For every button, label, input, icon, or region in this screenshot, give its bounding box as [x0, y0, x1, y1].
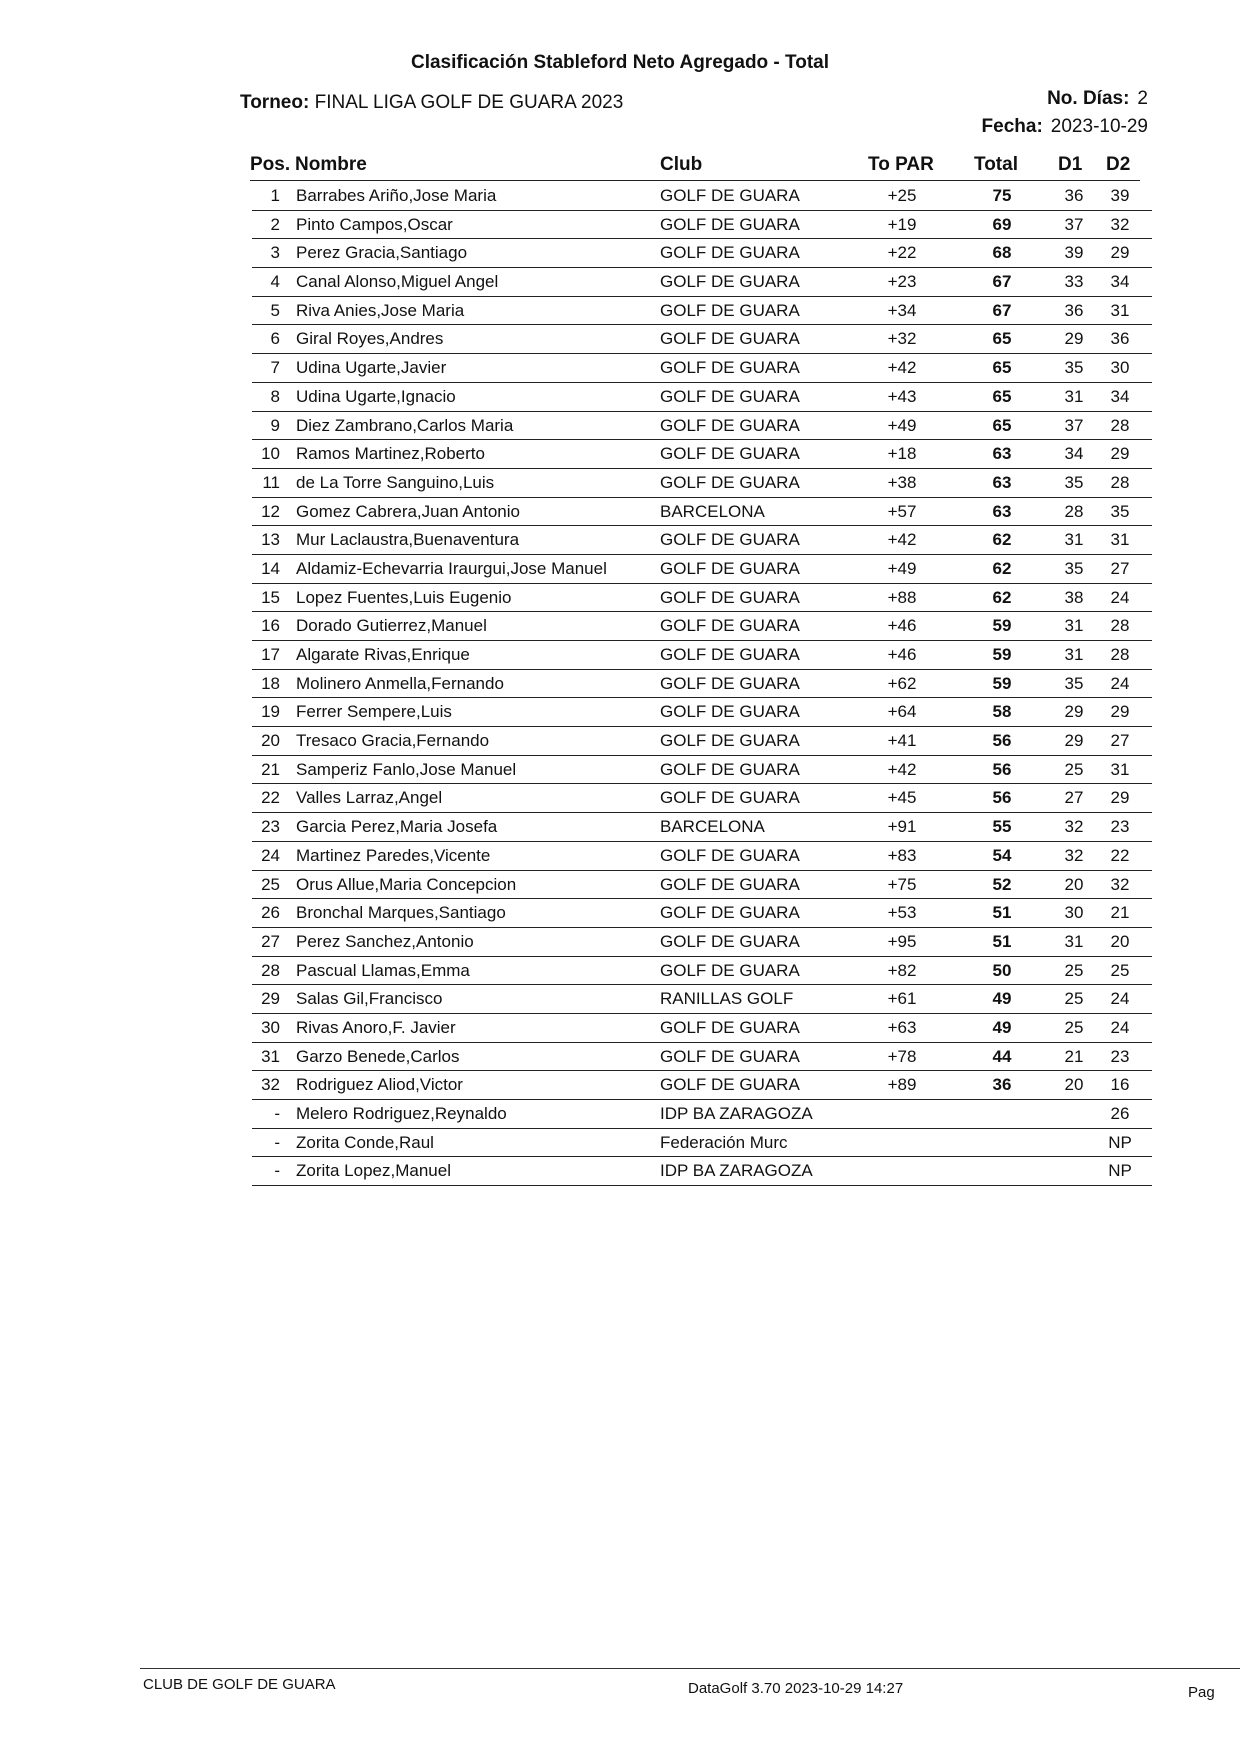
- results-table-body: [252, 182, 1152, 1186]
- cell-name: Barrabes Ariño,Jose Maria: [296, 186, 497, 205]
- cell-d1: 31: [1064, 530, 1084, 550]
- cell-d2: 21: [1110, 903, 1130, 923]
- cell-name: Canal Alonso,Miguel Angel: [296, 272, 499, 292]
- cell-total: 62: [992, 558, 1012, 578]
- cell-club: GOLF DE GUARA: [660, 731, 800, 751]
- cell-d1: 31: [1064, 616, 1084, 636]
- cell-total: 58: [992, 702, 1012, 722]
- cell-d2: 29: [1110, 444, 1130, 464]
- cell-total: 63: [992, 444, 1012, 464]
- cell-total: 59: [992, 616, 1012, 636]
- cell-name: de La Torre Sanguino,Luis: [296, 472, 495, 492]
- cell-total: 56: [992, 759, 1012, 779]
- table-row: [252, 498, 1152, 527]
- cell-total: 62: [992, 587, 1012, 607]
- cell-d1: 25: [1064, 1017, 1084, 1037]
- cell-name: Zorita Lopez,Manuel: [296, 1161, 451, 1181]
- cell-name: Salas Gil,Francisco: [296, 989, 443, 1009]
- cell-club: GOLF DE GUARA: [660, 214, 800, 234]
- cell-club: GOLF DE GUARA: [660, 645, 800, 664]
- table-row: [252, 612, 1152, 641]
- cell-club: GOLF DE GUARA: [660, 587, 800, 607]
- cell-pos: 16: [261, 616, 280, 636]
- cell-pos: 26: [261, 903, 280, 923]
- cell-d1: 20: [1064, 874, 1084, 894]
- cell-total: 59: [992, 673, 1012, 693]
- cell-total: 63: [992, 472, 1012, 492]
- cell-pos: 10: [261, 444, 280, 464]
- cell-to-par: +23: [887, 272, 917, 292]
- col-header-to-par: To PAR: [868, 154, 934, 175]
- cell-total: 49: [992, 1017, 1012, 1037]
- cell-name: Dorado Gutierrez,Manuel: [296, 616, 487, 636]
- cell-d2: 39: [1110, 186, 1130, 205]
- cell-d1: 32: [1064, 845, 1084, 865]
- cell-name: Martinez Paredes,Vicente: [296, 845, 491, 865]
- cell-name: Melero Rodriguez,Reynaldo: [296, 1104, 507, 1123]
- cell-to-par: +22: [887, 243, 917, 263]
- table-row: [252, 526, 1152, 555]
- cell-pos: 21: [261, 759, 280, 779]
- cell-to-par: +89: [887, 1075, 917, 1095]
- cell-club: RANILLAS GOLF: [660, 989, 794, 1009]
- cell-d2: 24: [1110, 587, 1130, 607]
- cell-pos: 22: [261, 788, 280, 808]
- cell-to-par: +25: [887, 186, 917, 205]
- footer-software: DataGolf 3.70 2023-10-29 14:27: [688, 1680, 904, 1697]
- cell-d2: NP: [1108, 1161, 1132, 1181]
- cell-to-par: +75: [887, 874, 917, 894]
- cell-d2: 25: [1110, 960, 1130, 980]
- cell-to-par: +43: [887, 386, 917, 406]
- footer-page: Pag: [1188, 1684, 1215, 1701]
- table-row: [252, 899, 1152, 928]
- cell-d2: 29: [1110, 243, 1130, 263]
- table-row: [252, 784, 1152, 813]
- cell-pos: 14: [261, 558, 280, 578]
- cell-d1: 25: [1064, 759, 1084, 779]
- table-row: [252, 1129, 1152, 1158]
- table-row: [252, 555, 1152, 584]
- cell-pos: 27: [261, 931, 280, 951]
- cell-d1: 33: [1064, 272, 1084, 292]
- cell-club: GOLF DE GUARA: [660, 358, 800, 378]
- cell-name: Orus Allue,Maria Concepcion: [296, 874, 517, 894]
- cell-to-par: +46: [887, 616, 917, 636]
- cell-to-par: +41: [887, 731, 917, 751]
- cell-d2: 27: [1110, 558, 1130, 578]
- cell-pos: 3: [270, 243, 280, 263]
- cell-to-par: +42: [887, 530, 917, 550]
- cell-name: Zorita Conde,Raul: [296, 1132, 434, 1152]
- cell-club: GOLF DE GUARA: [660, 329, 800, 349]
- cell-total: 59: [992, 645, 1012, 664]
- col-header-total: Total: [974, 154, 1018, 175]
- table-row: [252, 1071, 1152, 1100]
- cell-to-par: +83: [887, 845, 917, 865]
- cell-name: Pascual Llamas,Emma: [296, 960, 470, 980]
- table-row: [252, 268, 1152, 297]
- cell-d1: 28: [1064, 501, 1084, 521]
- cell-club: GOLF DE GUARA: [660, 702, 800, 722]
- cell-name: Garcia Perez,Maria Josefa: [296, 817, 498, 837]
- cell-pos: 31: [261, 1046, 280, 1066]
- cell-pos: 17: [261, 645, 280, 664]
- cell-name: Mur Laclaustra,Buenaventura: [296, 530, 520, 550]
- cell-d2: 31: [1110, 300, 1130, 320]
- cell-club: GOLF DE GUARA: [660, 874, 800, 894]
- cell-club: GOLF DE GUARA: [660, 788, 800, 808]
- cell-club: GOLF DE GUARA: [660, 415, 800, 435]
- cell-name: Samperiz Fanlo,Jose Manuel: [296, 759, 517, 779]
- cell-pos: 6: [270, 329, 280, 349]
- cell-club: GOLF DE GUARA: [660, 931, 800, 951]
- cell-name: Lopez Fuentes,Luis Eugenio: [296, 587, 512, 607]
- cell-d2: 29: [1110, 788, 1130, 808]
- cell-pos: 19: [261, 702, 280, 722]
- cell-d2: 34: [1110, 272, 1130, 292]
- cell-d2: 34: [1110, 386, 1130, 406]
- cell-d2: 23: [1110, 1046, 1130, 1066]
- cell-pos: 9: [270, 415, 280, 435]
- table-row: [252, 698, 1152, 727]
- cell-total: 36: [992, 1075, 1012, 1095]
- cell-total: 67: [992, 300, 1012, 320]
- cell-total: 44: [992, 1046, 1012, 1066]
- table-row: [252, 727, 1152, 756]
- col-header-pos: Pos.: [250, 154, 291, 175]
- table-row: [252, 1100, 1152, 1129]
- cell-d2: 23: [1110, 817, 1130, 837]
- days-label: No. Días:: [1047, 88, 1130, 109]
- cell-total: 56: [992, 788, 1012, 808]
- tournament-name: FINAL LIGA GOLF DE GUARA 2023: [314, 92, 624, 113]
- cell-d1: 35: [1064, 558, 1084, 578]
- cell-to-par: +19: [887, 214, 917, 234]
- cell-d2: 32: [1110, 214, 1130, 234]
- cell-d2: 22: [1110, 845, 1130, 865]
- cell-pos: 1: [270, 186, 280, 205]
- cell-club: GOLF DE GUARA: [660, 300, 800, 320]
- tournament-label: Torneo:: [240, 92, 310, 113]
- cell-club: GOLF DE GUARA: [660, 1046, 800, 1066]
- table-row: [252, 211, 1152, 240]
- footer-club: CLUB DE GOLF DE GUARA: [143, 1676, 336, 1693]
- cell-pos: 28: [261, 960, 280, 980]
- cell-club: GOLF DE GUARA: [660, 558, 800, 578]
- cell-d1: 39: [1064, 243, 1084, 263]
- days-value: 2: [1137, 88, 1148, 109]
- col-header-d2: D2: [1106, 154, 1131, 175]
- table-row: [252, 842, 1152, 871]
- days-info: [1047, 88, 1148, 110]
- cell-club: BARCELONA: [660, 501, 765, 521]
- cell-d2: 24: [1110, 989, 1130, 1009]
- cell-d1: 35: [1064, 673, 1084, 693]
- cell-pos: 25: [261, 874, 280, 894]
- cell-d1: 34: [1064, 444, 1084, 464]
- cell-to-par: +88: [887, 587, 917, 607]
- cell-d2: 31: [1110, 759, 1130, 779]
- cell-name: Bronchal Marques,Santiago: [296, 903, 506, 923]
- cell-pos: 7: [270, 358, 280, 378]
- cell-d1: 36: [1064, 186, 1084, 205]
- cell-total: 51: [992, 931, 1012, 951]
- cell-d1: 36: [1064, 300, 1084, 320]
- cell-club: GOLF DE GUARA: [660, 386, 800, 406]
- cell-pos: 29: [261, 989, 280, 1009]
- cell-d1: 25: [1064, 989, 1084, 1009]
- cell-d2: 27: [1110, 731, 1130, 751]
- cell-total: 69: [992, 214, 1012, 234]
- table-row: [252, 1014, 1152, 1043]
- cell-to-par: +42: [887, 358, 917, 378]
- cell-pos: 11: [262, 472, 280, 492]
- cell-d2: 28: [1110, 472, 1130, 492]
- cell-total: 63: [992, 501, 1012, 521]
- cell-to-par: +49: [887, 558, 917, 578]
- footer-divider: [140, 1668, 1240, 1669]
- cell-name: Algarate Rivas,Enrique: [296, 645, 470, 664]
- table-row: [252, 239, 1152, 268]
- date-label: Fecha:: [981, 116, 1043, 137]
- cell-to-par: +78: [887, 1046, 917, 1066]
- cell-club: GOLF DE GUARA: [660, 903, 800, 923]
- table-row: [252, 325, 1152, 354]
- cell-name: Riva Anies,Jose Maria: [296, 300, 465, 320]
- table-row: [252, 182, 1152, 211]
- table-row: [252, 469, 1152, 498]
- cell-to-par: +57: [887, 501, 917, 521]
- cell-d1: 31: [1064, 931, 1084, 951]
- cell-name: Udina Ugarte,Javier: [296, 358, 447, 378]
- cell-name: Perez Sanchez,Antonio: [296, 931, 474, 951]
- table-row: [252, 1157, 1152, 1186]
- cell-name: Pinto Campos,Oscar: [296, 214, 453, 234]
- table-row: [252, 412, 1152, 441]
- cell-total: 49: [992, 989, 1012, 1009]
- table-row: [252, 1043, 1152, 1072]
- cell-club: GOLF DE GUARA: [660, 472, 800, 492]
- cell-d2: 20: [1110, 931, 1130, 951]
- cell-club: GOLF DE GUARA: [660, 530, 800, 550]
- cell-d1: 35: [1064, 358, 1084, 378]
- cell-club: GOLF DE GUARA: [660, 759, 800, 779]
- cell-club: Federación Murc: [660, 1132, 788, 1152]
- cell-total: 50: [992, 960, 1012, 980]
- cell-total: 54: [992, 845, 1012, 865]
- cell-total: 75: [992, 186, 1012, 205]
- cell-name: Udina Ugarte,Ignacio: [296, 386, 456, 406]
- cell-club: GOLF DE GUARA: [660, 616, 800, 636]
- table-row: [252, 641, 1152, 670]
- cell-total: 67: [992, 272, 1012, 292]
- cell-d1: 20: [1064, 1075, 1084, 1095]
- cell-to-par: +53: [887, 903, 917, 923]
- cell-pos: 30: [261, 1017, 280, 1037]
- table-row: [252, 383, 1152, 412]
- cell-to-par: +38: [887, 472, 917, 492]
- cell-total: 65: [992, 329, 1012, 349]
- cell-name: Rodriguez Aliod,Victor: [296, 1075, 463, 1095]
- cell-d1: 37: [1064, 214, 1084, 234]
- col-header-d1: D1: [1058, 154, 1083, 175]
- cell-to-par: +42: [887, 759, 917, 779]
- cell-d1: 29: [1064, 731, 1084, 751]
- cell-to-par: +32: [887, 329, 917, 349]
- cell-total: 55: [992, 817, 1012, 837]
- col-header-club: Club: [660, 154, 703, 175]
- cell-d1: 37: [1064, 415, 1084, 435]
- cell-club: IDP BA ZARAGOZA: [660, 1104, 813, 1123]
- cell-name: Rivas Anoro,F. Javier: [296, 1017, 456, 1037]
- cell-d2: 29: [1110, 702, 1130, 722]
- cell-d2: 32: [1110, 874, 1130, 894]
- cell-pos: 2: [270, 214, 280, 234]
- cell-total: 56: [992, 731, 1012, 751]
- cell-pos: -: [274, 1161, 280, 1181]
- cell-name: Perez Gracia,Santiago: [296, 243, 468, 263]
- cell-club: GOLF DE GUARA: [660, 1075, 800, 1095]
- cell-pos: 12: [261, 501, 280, 521]
- cell-to-par: +91: [887, 817, 917, 837]
- cell-to-par: +46: [887, 645, 917, 664]
- cell-name: Molinero Anmella,Fernando: [296, 673, 504, 693]
- cell-name: Valles Larraz,Angel: [296, 788, 443, 808]
- cell-name: Aldamiz-Echevarria Iraurgui,Jose Manuel: [296, 558, 607, 578]
- cell-pos: 23: [261, 817, 280, 837]
- cell-pos: 5: [270, 300, 280, 320]
- cell-d2: 16: [1110, 1075, 1130, 1095]
- cell-total: 65: [992, 358, 1012, 378]
- table-row: [252, 985, 1152, 1014]
- cell-club: GOLF DE GUARA: [660, 186, 800, 205]
- tournament-info: [240, 92, 623, 114]
- cell-club: GOLF DE GUARA: [660, 673, 800, 693]
- cell-d2: 26: [1110, 1104, 1130, 1123]
- cell-pos: 20: [261, 731, 280, 751]
- cell-d2: 28: [1110, 415, 1130, 435]
- page-title: Clasificación Stableford Neto Agregado - Total: [410, 52, 830, 73]
- cell-name: Ferrer Sempere,Luis: [296, 702, 452, 722]
- cell-total: 65: [992, 386, 1012, 406]
- cell-club: GOLF DE GUARA: [660, 444, 800, 464]
- cell-club: GOLF DE GUARA: [660, 1017, 800, 1037]
- cell-total: 62: [992, 530, 1012, 550]
- cell-d1: 25: [1064, 960, 1084, 980]
- cell-name: Gomez Cabrera,Juan Antonio: [296, 501, 520, 521]
- table-row: [252, 928, 1152, 957]
- cell-club: BARCELONA: [660, 817, 765, 837]
- cell-d2: 28: [1110, 645, 1130, 664]
- cell-name: Ramos Martinez,Roberto: [296, 444, 485, 464]
- cell-club: IDP BA ZARAGOZA: [660, 1161, 813, 1181]
- cell-club: GOLF DE GUARA: [660, 960, 800, 980]
- cell-club: GOLF DE GUARA: [660, 272, 800, 292]
- cell-d1: 21: [1064, 1046, 1084, 1066]
- cell-pos: -: [274, 1132, 280, 1152]
- cell-d2: 28: [1110, 616, 1130, 636]
- cell-total: 51: [992, 903, 1012, 923]
- table-row: [252, 957, 1152, 986]
- cell-d2: NP: [1108, 1132, 1132, 1152]
- cell-d1: 29: [1064, 329, 1084, 349]
- cell-to-par: +95: [887, 931, 917, 951]
- cell-name: Garzo Benede,Carlos: [296, 1046, 460, 1066]
- cell-total: 65: [992, 415, 1012, 435]
- date-value: 2023-10-29: [1050, 116, 1148, 137]
- cell-d1: 35: [1064, 472, 1084, 492]
- cell-total: 52: [992, 874, 1012, 894]
- cell-pos: 32: [261, 1075, 280, 1095]
- cell-club: GOLF DE GUARA: [660, 845, 800, 865]
- table-row: [252, 871, 1152, 900]
- cell-d1: 32: [1064, 817, 1084, 837]
- cell-name: Diez Zambrano,Carlos Maria: [296, 415, 514, 435]
- cell-d1: 38: [1064, 587, 1084, 607]
- cell-pos: -: [274, 1104, 280, 1123]
- table-row: [252, 584, 1152, 613]
- col-header-name: Nombre: [295, 154, 367, 175]
- cell-d2: 30: [1110, 358, 1130, 378]
- cell-to-par: +62: [887, 673, 917, 693]
- cell-name: Tresaco Gracia,Fernando: [296, 731, 490, 751]
- cell-pos: 4: [270, 272, 280, 292]
- cell-d2: 24: [1110, 673, 1130, 693]
- cell-pos: 13: [261, 530, 280, 550]
- cell-d2: 31: [1110, 530, 1130, 550]
- date-info: [982, 116, 1148, 138]
- cell-to-par: +64: [887, 702, 917, 722]
- cell-d2: 36: [1110, 329, 1130, 349]
- cell-pos: 24: [261, 845, 280, 865]
- cell-to-par: +61: [887, 989, 917, 1009]
- cell-d1: 31: [1064, 386, 1084, 406]
- table-header: [250, 152, 1140, 181]
- cell-to-par: +45: [887, 788, 917, 808]
- cell-to-par: +34: [887, 300, 917, 320]
- cell-pos: 15: [261, 587, 280, 607]
- cell-d2: 24: [1110, 1017, 1130, 1037]
- cell-name: Giral Royes,Andres: [296, 329, 444, 349]
- table-row: [252, 440, 1152, 469]
- cell-to-par: +63: [887, 1017, 917, 1037]
- cell-to-par: +18: [887, 444, 917, 464]
- table-row: [252, 297, 1152, 326]
- cell-to-par: +82: [887, 960, 917, 980]
- table-row: [252, 354, 1152, 383]
- cell-d1: 31: [1064, 645, 1084, 664]
- cell-d2: 35: [1110, 501, 1130, 521]
- cell-to-par: +49: [887, 415, 917, 435]
- cell-club: GOLF DE GUARA: [660, 243, 800, 263]
- cell-d1: 29: [1064, 702, 1084, 722]
- table-row: [252, 756, 1152, 785]
- cell-pos: 18: [261, 673, 280, 693]
- cell-d1: 30: [1064, 903, 1084, 923]
- table-row: [252, 670, 1152, 699]
- cell-total: 68: [992, 243, 1012, 263]
- table-row: [252, 813, 1152, 842]
- cell-pos: 8: [270, 386, 280, 406]
- cell-d1: 27: [1064, 788, 1084, 808]
